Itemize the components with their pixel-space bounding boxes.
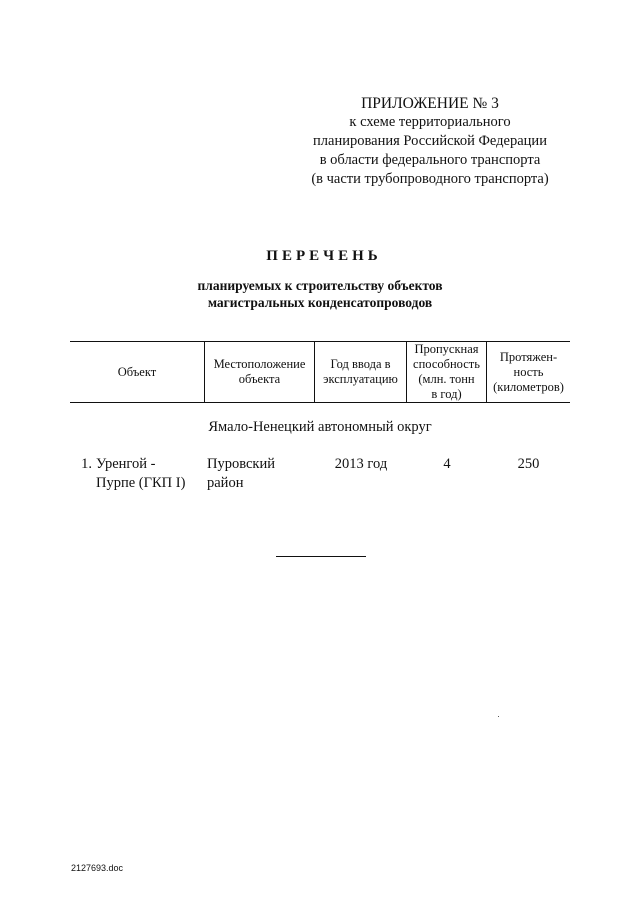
column-header-location bbox=[205, 342, 315, 402]
footer-filename: 2127693.doc bbox=[71, 863, 124, 873]
row-year: 2013 год bbox=[334, 456, 388, 472]
appendix-line: к схеме территориального bbox=[349, 114, 511, 130]
appendix-block bbox=[290, 94, 570, 189]
region-heading: Ямало-Ненецкий автономный округ bbox=[208, 419, 432, 435]
column-header-length bbox=[487, 342, 570, 402]
table-row bbox=[70, 455, 570, 493]
header-text: Объект bbox=[117, 364, 157, 379]
document-heading bbox=[0, 248, 640, 311]
header-text: (километров) bbox=[493, 379, 564, 394]
subtitle-line: магистральных конденсатопроводов bbox=[207, 295, 433, 310]
header-text: Год ввода в bbox=[330, 357, 391, 371]
row-location bbox=[205, 455, 315, 493]
scan-speck bbox=[498, 716, 499, 717]
document-title: ПЕРЕЧЕНЬ bbox=[266, 248, 382, 264]
appendix-title: ПРИЛОЖЕНИЕ № 3 bbox=[361, 95, 499, 112]
header-text: Пропускная bbox=[414, 342, 479, 356]
table-header bbox=[70, 341, 570, 403]
end-divider bbox=[276, 556, 366, 557]
header-text: (млн. тонн bbox=[418, 372, 475, 386]
appendix-line: в области федерального транспорта bbox=[319, 152, 541, 168]
header-text: ность bbox=[513, 364, 544, 379]
document-subtitle bbox=[0, 277, 640, 311]
appendix-line: планирования Российской Федерации bbox=[313, 133, 547, 149]
header-text: Протяжен- bbox=[499, 349, 558, 364]
header-text: Местоположение bbox=[213, 357, 306, 371]
location-line: район bbox=[207, 475, 244, 491]
header-text: эксплуатацию bbox=[323, 372, 398, 386]
location-line: Пуровский bbox=[207, 456, 275, 472]
column-header-object bbox=[70, 342, 205, 402]
row-number: 1. bbox=[81, 456, 92, 472]
header-text: способность bbox=[413, 357, 480, 371]
object-line: Пурпе (ГКП I) bbox=[96, 475, 186, 491]
column-header-capacity bbox=[407, 342, 487, 402]
subtitle-line: планируемых к строительству объектов bbox=[197, 278, 443, 293]
object-line: Уренгой - bbox=[96, 456, 156, 472]
row-length: 250 bbox=[517, 456, 540, 472]
header-text: объекта bbox=[238, 372, 281, 386]
row-capacity: 4 bbox=[443, 456, 451, 472]
header-text: в год) bbox=[431, 387, 462, 401]
appendix-line: (в части трубопроводного транспорта) bbox=[311, 171, 549, 187]
row-object bbox=[96, 455, 205, 493]
column-header-year bbox=[315, 342, 407, 402]
